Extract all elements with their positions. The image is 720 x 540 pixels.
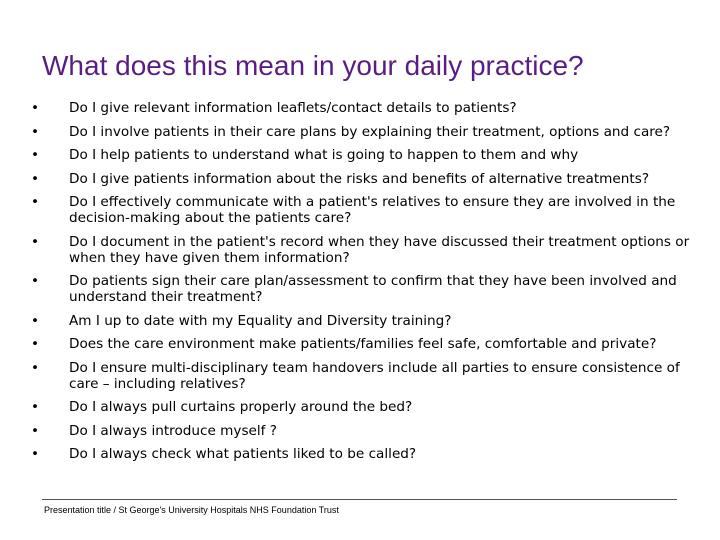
bullet-icon: • [30,446,40,462]
list-item [30,313,690,329]
list-item [30,171,690,187]
list-item-text: Do I always introduce myself ? [69,422,278,439]
bullet-icon: • [30,399,40,415]
list-item [30,399,690,415]
list-item-text: Am I up to date with my Equality and Diversity training? [69,312,452,329]
bullet-icon: • [30,312,40,329]
bullet-icon: • [30,194,40,210]
footer-divider [42,499,677,500]
list-item-text: Do I help patients to understand what is going to happen to them and why [69,147,579,163]
bullet-icon: • [30,359,40,376]
list-item-text: Do I always check what patients liked to be called? [69,446,417,462]
bullet-icon: • [30,123,40,140]
list-item [30,124,690,140]
list-item-text: Do I always pull curtains properly around the bed? [69,399,413,415]
list-item [30,273,690,305]
list-item-text: Do I give relevant information leaflets/contact details to patients? [69,100,517,116]
list-item [30,147,690,163]
list-item-text: Do patients sign their care plan/assessment to confirm that they have been involved and understand their treatment? [69,273,677,305]
list-item-text: Does the care environment make patients/families feel safe, comfortable and private? [69,336,657,352]
list-item [30,234,690,266]
bullet-list [30,100,690,470]
bullet-icon: • [30,233,40,250]
list-item-text: Do I give patients information about the risks and benefits of alternative treatments? [69,170,650,187]
bullet-icon: • [30,147,40,163]
bullet-icon: • [30,100,40,116]
list-item [30,423,690,439]
list-item [30,446,690,462]
list-item [30,194,690,226]
list-item [30,360,690,392]
bullet-icon: • [30,336,40,352]
bullet-icon: • [30,273,40,289]
list-item-text: Do I involve patients in their care plans by explaining their treatment, options and care? [69,123,671,140]
list-item-text: Do I ensure multi-disciplinary team handovers include all parties to ensure consistence of care – including relatives? [69,359,680,392]
footer-text: Presentation title / St George's University Hospitals NHS Foundation Trust [44,505,339,515]
list-item [30,100,690,116]
list-item [30,336,690,352]
bullet-icon: • [30,422,40,439]
slide-title: What does this mean in your daily practice? [42,50,584,81]
list-item-text: Do I effectively communicate with a patient's relatives to ensure they are involved in the decision-making about the patients care? [69,194,676,226]
bullet-icon: • [30,170,40,187]
list-item-text: Do I document in the patient's record when they have discussed their treatment options or when they have given them information? [69,233,690,266]
